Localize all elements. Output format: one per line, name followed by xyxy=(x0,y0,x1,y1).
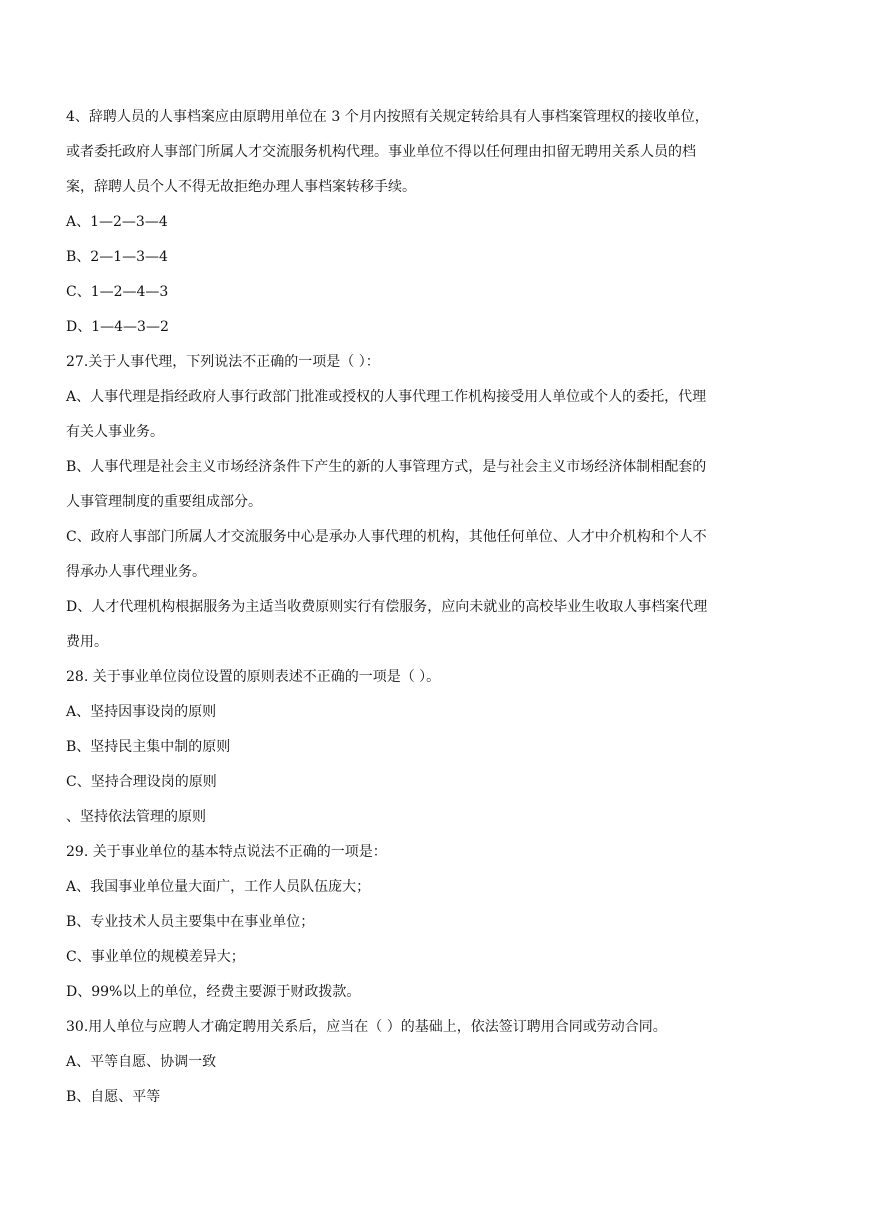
question-stem: 28. 关于事业单位岗位设置的原则表述不正确的一项是（ ）。 xyxy=(66,669,441,685)
text-line: 或者委托政府人事部门所属人才交流服务机构代理。事业单位不得以任何理由扣留无聘用关系人员的档 xyxy=(66,144,696,160)
option-b: B、人事代理是社会主义市场经济条件下产生的新的人事管理方式，是与社会主义市场经济体制相配套的 xyxy=(66,459,707,475)
option-d: D、1—4—3—2 xyxy=(66,319,169,335)
option-a: A、我国事业单位量大面广，工作人员队伍庞大； xyxy=(66,879,371,895)
option-b: B、自愿、平等 xyxy=(66,1089,161,1105)
option-d: 、坚持依法管理的原则 xyxy=(66,809,206,825)
option-a: A、1—2—3—4 xyxy=(66,214,168,230)
option-b-continued: 人事管理制度的重要组成部分。 xyxy=(66,494,262,510)
q26-options xyxy=(66,205,766,345)
option-c: C、1—2—4—3 xyxy=(66,284,169,300)
option-c: C、事业单位的规模差异大； xyxy=(66,949,245,965)
option-b: B、专业技术人员主要集中在事业单位； xyxy=(66,914,315,930)
option-d: D、99%以上的单位，经费主要源于财政拨款。 xyxy=(66,984,361,1000)
option-b: B、坚持民主集中制的原则 xyxy=(66,739,231,755)
text-line: 案，辞聘人员个人不得无故拒绝办理人事档案转移手续。 xyxy=(66,179,416,195)
option-d: D、人才代理机构根据服务为主适当收费原则实行有偿服务，应向未就业的高校毕业生收取人事档案代理 xyxy=(66,599,708,615)
document-page xyxy=(66,100,766,1115)
option-a: A、坚持因事设岗的原则 xyxy=(66,704,217,720)
option-a: A、平等自愿、协调一致 xyxy=(66,1054,217,1070)
option-c: C、政府人事部门所属人才交流服务中心是承办人事代理的机构，其他任何单位、人才中介机构和个人不 xyxy=(66,529,707,545)
option-a-continued: 有关人事业务。 xyxy=(66,424,164,440)
question-30 xyxy=(66,1010,766,1115)
option-b: B、2—1—3—4 xyxy=(66,249,168,265)
question-stem: 27.关于人事代理，下列说法不正确的一项是（ ）： xyxy=(66,354,380,370)
text-line: 4、辞聘人员的人事档案应由原聘用单位在 3 个月内按照有关规定转给具有人事档案管理权的接收单位， xyxy=(66,109,709,125)
option-a: A、人事代理是指经政府人事行政部门批准或授权的人事代理工作机构接受用人单位或个人的委托，代理 xyxy=(66,389,707,405)
question-27 xyxy=(66,345,766,660)
q26-statement-4 xyxy=(66,100,766,205)
option-c-continued: 得承办人事代理业务。 xyxy=(66,564,206,580)
question-29 xyxy=(66,835,766,1010)
option-d-continued: 费用。 xyxy=(66,634,108,650)
question-28 xyxy=(66,660,766,835)
question-stem: 29. 关于事业单位的基本特点说法不正确的一项是： xyxy=(66,844,387,860)
option-c: C、坚持合理设岗的原则 xyxy=(66,774,217,790)
question-stem: 30.用人单位与应聘人才确定聘用关系后，应当在（ ）的基础上，依法签订聘用合同或劳动合同。 xyxy=(66,1019,667,1035)
